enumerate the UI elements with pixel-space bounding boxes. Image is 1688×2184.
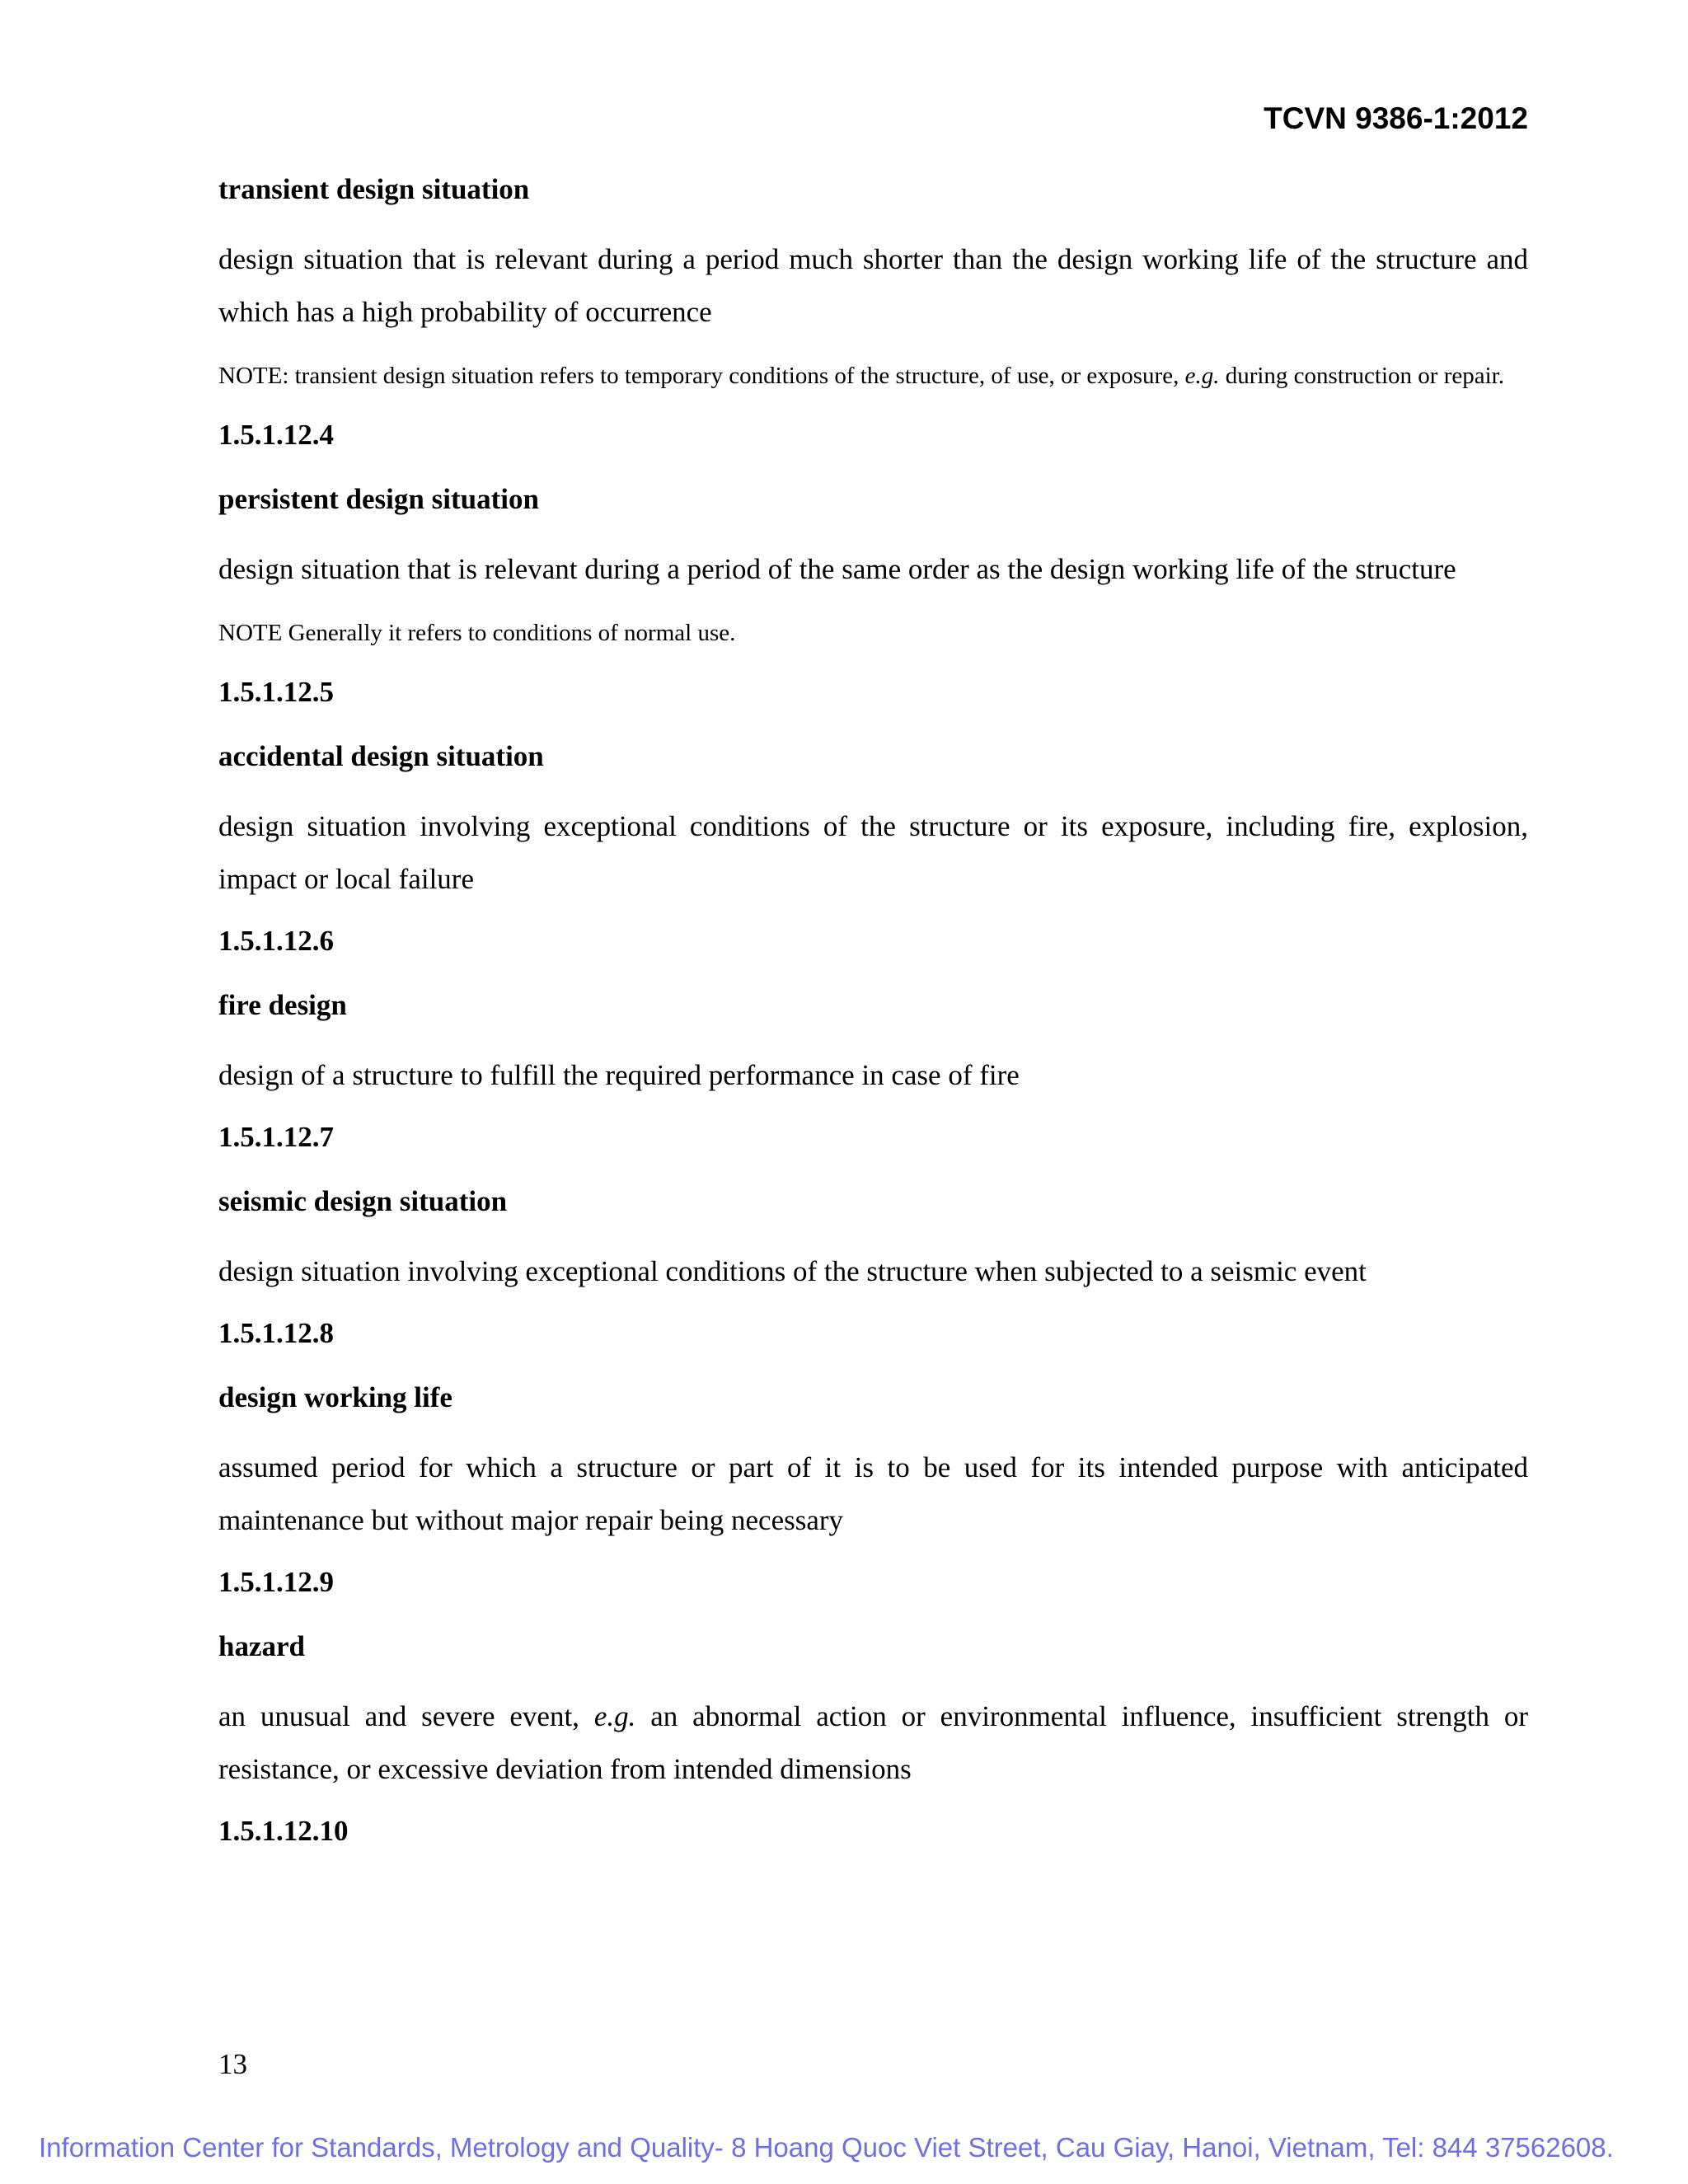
clause-number-1-5-1-12-5: 1.5.1.12.5 bbox=[218, 676, 334, 708]
clause-number-1-5-1-12-4: 1.5.1.12.4 bbox=[218, 419, 334, 451]
document-code: TCVN 9386-1:2012 bbox=[1264, 101, 1528, 135]
term-seismic-design-situation: seismic design situation bbox=[218, 1185, 508, 1217]
definition-text: an unusual and severe event, bbox=[218, 1700, 594, 1732]
clause-number-1-5-1-12-7: 1.5.1.12.7 bbox=[218, 1121, 334, 1153]
term-fire-design: fire design bbox=[218, 989, 347, 1021]
term-persistent-design-situation: persistent design situation bbox=[218, 483, 539, 515]
page-content bbox=[218, 169, 1528, 1875]
definition-transient-design-situation: design situation that is relevant during a period much shorter than the design working life of the structure and which has a high probability of occurrence bbox=[218, 243, 1528, 328]
definition-persistent-design-situation: design situation that is relevant during a period of the same order as the design working life of the structure bbox=[218, 553, 1456, 585]
definition-text: an abnormal action or environmental influence, insufficient strength or resistance, or excessive deviation from intended dimensions bbox=[218, 1700, 1528, 1785]
note-text: during construction or repair. bbox=[1219, 363, 1504, 389]
note-text: NOTE: transient design situation refers to temporary conditions of the structure, of use, or exposure, bbox=[218, 363, 1185, 389]
clause-number-1-5-1-12-8: 1.5.1.12.8 bbox=[218, 1317, 334, 1349]
term-accidental-design-situation: accidental design situation bbox=[218, 740, 544, 772]
note-italic-text: e.g. bbox=[1184, 363, 1220, 389]
note-transient-design-situation bbox=[218, 354, 1528, 398]
note-persistent-design-situation: NOTE Generally it refers to conditions of normal use. bbox=[218, 620, 736, 646]
term-hazard: hazard bbox=[218, 1630, 305, 1662]
definition-hazard bbox=[218, 1690, 1528, 1796]
definition-accidental-design-situation: design situation involving exceptional conditions of the structure or its exposure, including fire, explosion, impact or local failure bbox=[218, 810, 1528, 895]
footer-contact-info: Information Center for Standards, Metrology and Quality- 8 Hoang Quoc Viet Street, Cau Giay, Hanoi, Vietnam, Tel: 844 37562608. bbox=[39, 2132, 1614, 2163]
term-transient-design-situation: transient design situation bbox=[218, 173, 530, 205]
definition-seismic-design-situation: design situation involving exceptional conditions of the structure when subjected to a seismic event bbox=[218, 1255, 1367, 1287]
definition-design-working-life: assumed period for which a structure or part of it is to be used for its intended purpose with anticipated maintenance but without major repair being necessary bbox=[218, 1451, 1528, 1536]
definition-italic-text: e.g. bbox=[593, 1700, 636, 1732]
clause-number-1-5-1-12-6: 1.5.1.12.6 bbox=[218, 925, 334, 957]
page-number: 13 bbox=[218, 2048, 247, 2080]
term-design-working-life: design working life bbox=[218, 1381, 452, 1413]
clause-number-1-5-1-12-10: 1.5.1.12.10 bbox=[218, 1815, 349, 1847]
clause-number-1-5-1-12-9: 1.5.1.12.9 bbox=[218, 1566, 334, 1598]
definition-fire-design: design of a structure to fulfill the required performance in case of fire bbox=[218, 1059, 1020, 1091]
